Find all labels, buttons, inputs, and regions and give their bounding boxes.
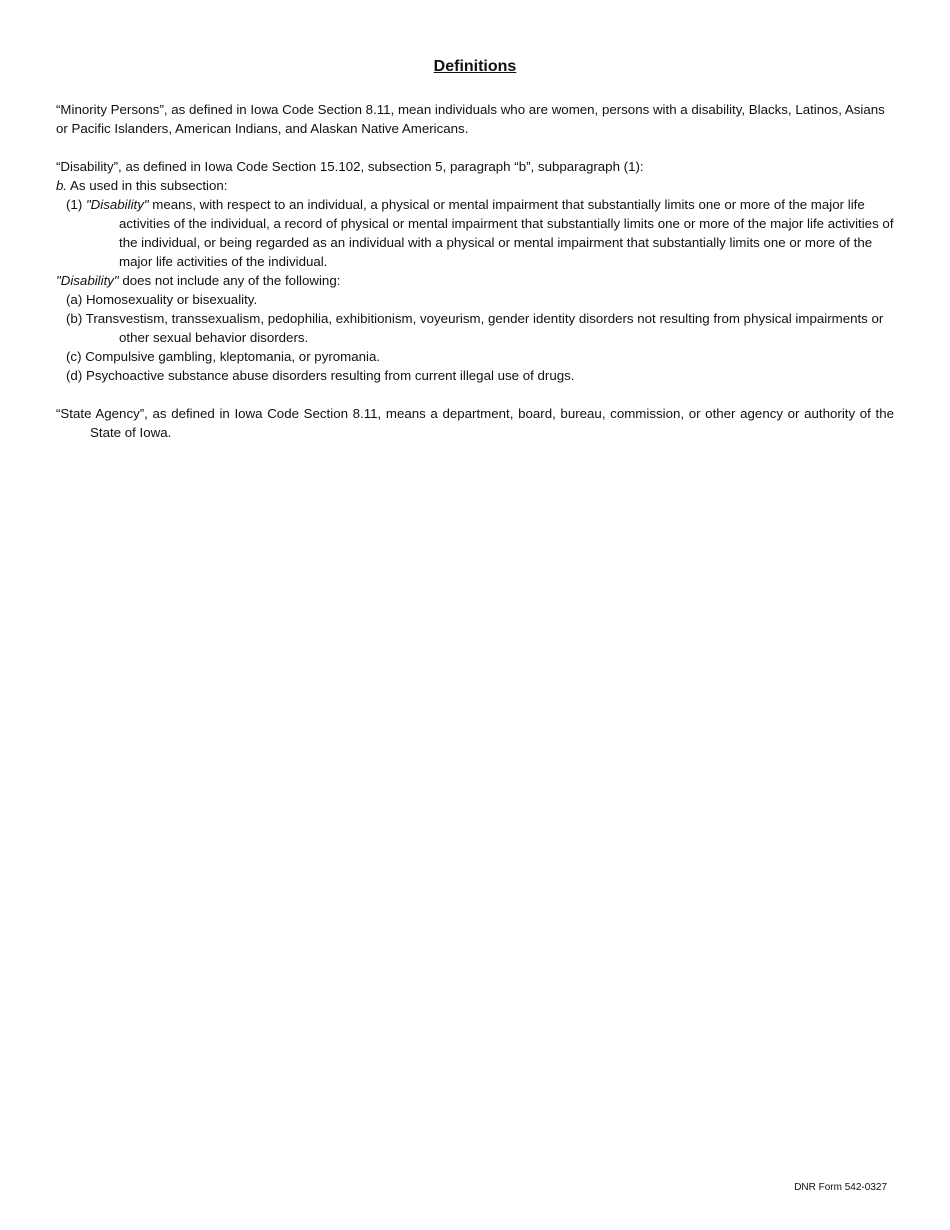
item-1-text: means, with respect to an individual, a physical or mental impairment that substantially limits one or more of the major life activities of the individual, a record of physical or mental impairment that substantially limits one or more of the major life activities of the individual, or being regarded as an individual with a physical or mental impairment that substantially limits one or more of the major life activities of the individual. xyxy=(119,197,894,269)
form-number: DNR Form 542-0327 xyxy=(794,1182,887,1193)
exclusion-item-a: (a) Homosexuality or bisexuality. xyxy=(66,292,258,307)
spacer xyxy=(56,385,894,404)
page-title: Definitions xyxy=(433,58,517,75)
disability-item-1 xyxy=(56,195,894,271)
minority-persons-definition: “Minority Persons”, as defined in Iowa Code Section 8.11, mean individuals who are women, persons with a disability, Blacks, Latinos, Asians or Pacific Islanders, American Indians, and Alaskan Native Americans. xyxy=(56,102,885,136)
state-agency-definition: “State Agency”, as defined in Iowa Code Section 8.11, means a department, board, bureau, commission, or other agency or authority of the State of Iowa. xyxy=(56,406,894,440)
subsection-b-label: b. xyxy=(56,178,68,193)
subsection-b-line xyxy=(56,176,894,195)
subsection-b-text: As used in this subsection: xyxy=(67,178,228,193)
disability-exclusion-intro xyxy=(56,271,894,290)
item-1-term: "Disability" xyxy=(85,197,149,212)
exclusion-item-d: (d) Psychoactive substance abuse disorders resulting from current illegal use of drugs. xyxy=(66,368,575,383)
document-page xyxy=(56,57,894,442)
disability-intro: “Disability”, as defined in Iowa Code Section 15.102, subsection 5, paragraph “b”, subparagraph (1): xyxy=(56,159,644,174)
exclusion-item-c: (c) Compulsive gambling, kleptomania, or pyromania. xyxy=(66,349,381,364)
exclusion-item-b: (b) Transvestism, transsexualism, pedophilia, exhibitionism, voyeurism, gender identity disorders not resulting from physical impairments or other sexual behavior disorders. xyxy=(66,311,884,345)
exclusion-text: does not include any of the following: xyxy=(118,273,341,288)
exclusion-term: "Disability" xyxy=(56,273,119,288)
item-1-number: (1) xyxy=(66,197,86,212)
spacer xyxy=(56,138,894,157)
